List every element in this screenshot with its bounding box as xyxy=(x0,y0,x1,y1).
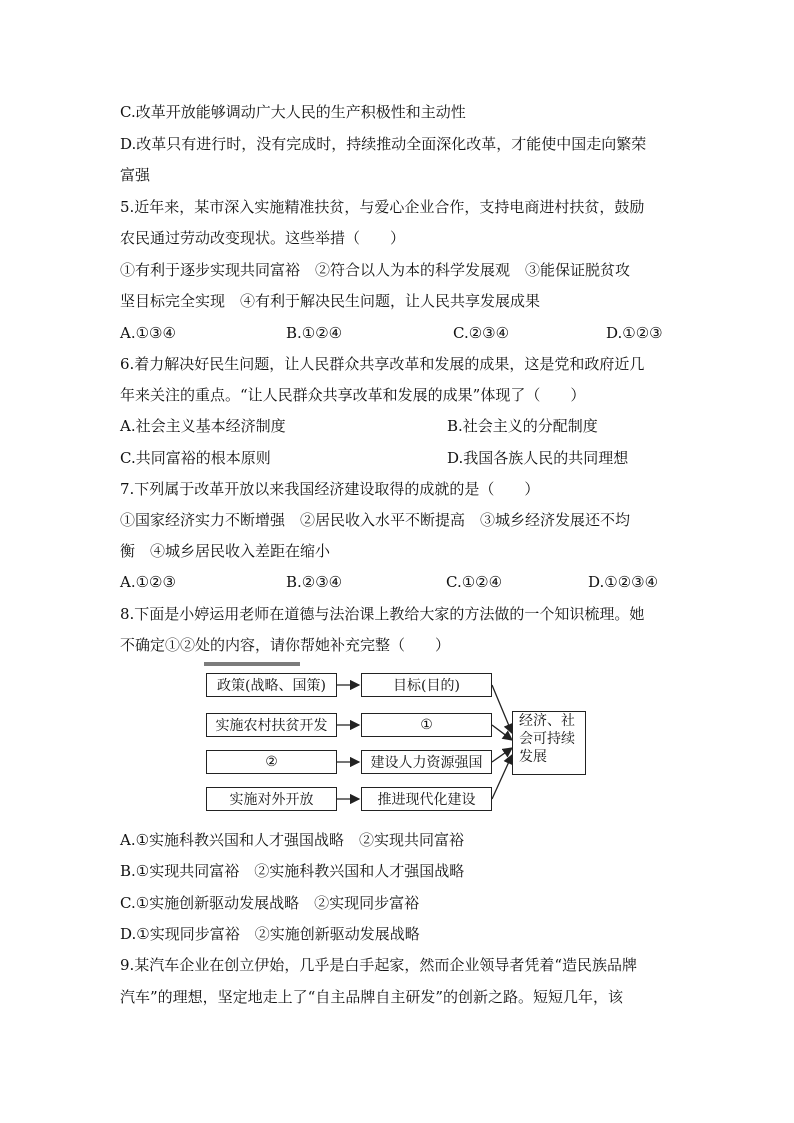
q5-option-c[interactable]: C.②③④ xyxy=(453,324,510,342)
q8-option-d[interactable]: D.①实现同步富裕 ②实施创新驱动发展战略 xyxy=(120,925,420,943)
q5-option-d[interactable]: D.①②③ xyxy=(606,324,663,342)
q7-option-a[interactable]: A.①②③ xyxy=(120,573,176,591)
box-sustainable-development xyxy=(512,711,586,775)
result-line3: 发展 xyxy=(519,749,547,765)
q7-option-b[interactable]: B.②③④ xyxy=(286,573,343,591)
q7-option-d[interactable]: D.①②③④ xyxy=(588,573,659,591)
q9-stem-line2: 汽车”的理想，坚定地走上了“自主品牌自主研发”的创新之路。短短几年，该 xyxy=(120,988,624,1006)
box-modernization: 推进现代化建设 xyxy=(361,787,492,811)
q8-option-a[interactable]: A.①实施科教兴国和人才强国战略 ②实现共同富裕 xyxy=(120,831,465,849)
q8-stem-line2: 不确定①②处的内容，请你帮她补充完整（ ） xyxy=(120,636,451,654)
arrow-to-result-3 xyxy=(492,748,512,762)
q6-stem-line2: 年来关注的重点。“让人民群众共享改革和发展的成果”体现了（ ） xyxy=(120,386,586,404)
q5-stem-line1: 5.近年来，某市深入实施精准扶贫，与爱心企业合作，支持电商进村扶贫，鼓励 xyxy=(120,198,645,216)
q4-option-d-line2: 富强 xyxy=(120,166,151,184)
q4-option-d-line1: D.改革只有进行时，没有完成时，持续推动全面深化改革，才能使中国走向繁荣 xyxy=(120,135,647,153)
box-blank-2: ② xyxy=(206,750,337,774)
q6-option-b[interactable]: B.社会主义的分配制度 xyxy=(447,417,598,435)
q8-stem-line1: 8.下面是小婷运用老师在道德与法治课上教给大家的方法做的一个知识梳理。她 xyxy=(120,605,645,623)
arrow-to-result-1 xyxy=(492,685,512,733)
q8-option-b[interactable]: B.①实现共同富裕 ②实施科教兴国和人才强国战略 xyxy=(120,862,465,880)
q5-stem-line2: 农民通过劳动改变现状。这些举措（ ） xyxy=(120,229,406,247)
q5-statement-line1: ①有利于逐步实现共同富裕 ②符合以人为本的科学发展观 ③能保证脱贫攻 xyxy=(120,261,631,279)
arrow-to-result-4 xyxy=(492,755,512,799)
q5-statement-line2: 坚目标完全实现 ④有利于解决民生问题，让人民共享发展成果 xyxy=(120,292,541,310)
box-opening-up: 实施对外开放 xyxy=(206,787,337,811)
result-line1: 经济、社 xyxy=(519,713,575,729)
box-blank-1: ① xyxy=(361,713,492,737)
q4-option-c: C.改革开放能够调动广大人民的生产积极性和主动性 xyxy=(120,103,466,121)
q7-statement-line2: 衡 ④城乡居民收入差距在缩小 xyxy=(120,542,331,560)
q5-option-a[interactable]: A.①③④ xyxy=(120,324,176,342)
box-rural-poverty: 实施农村扶贫开发 xyxy=(206,713,337,737)
q6-stem-line1: 6.着力解决好民生问题，让人民群众共享改革和发展的成果，这是党和政府近几 xyxy=(120,355,645,373)
q5-option-b[interactable]: B.①②④ xyxy=(286,324,343,342)
q6-option-c[interactable]: C.共同富裕的根本原则 xyxy=(120,449,271,467)
box-human-resources: 建设人力资源强国 xyxy=(361,750,492,774)
q9-stem-line1: 9.某汽车企业在创立伊始，几乎是白手起家，然而企业领导者凭着“造民族品牌 xyxy=(120,956,637,974)
q8-knowledge-diagram xyxy=(200,660,600,820)
q6-option-a[interactable]: A.社会主义基本经济制度 xyxy=(120,417,286,435)
q8-option-c[interactable]: C.①实施创新驱动发展战略 ②实现同步富裕 xyxy=(120,894,420,912)
box-policy: 政策(战略、国策) xyxy=(206,673,337,697)
q7-option-c[interactable]: C.①②④ xyxy=(446,573,503,591)
result-line2: 会可持续 xyxy=(519,731,575,747)
box-goal: 目标(目的) xyxy=(361,673,492,697)
q6-option-d[interactable]: D.我国各族人民的共同理想 xyxy=(447,449,629,467)
q7-statement-line1: ①国家经济实力不断增强 ②居民收入水平不断提高 ③城乡经济发展还不均 xyxy=(120,511,631,529)
q7-stem: 7.下列属于改革开放以来我国经济建设取得的成就的是（ ） xyxy=(120,480,540,498)
